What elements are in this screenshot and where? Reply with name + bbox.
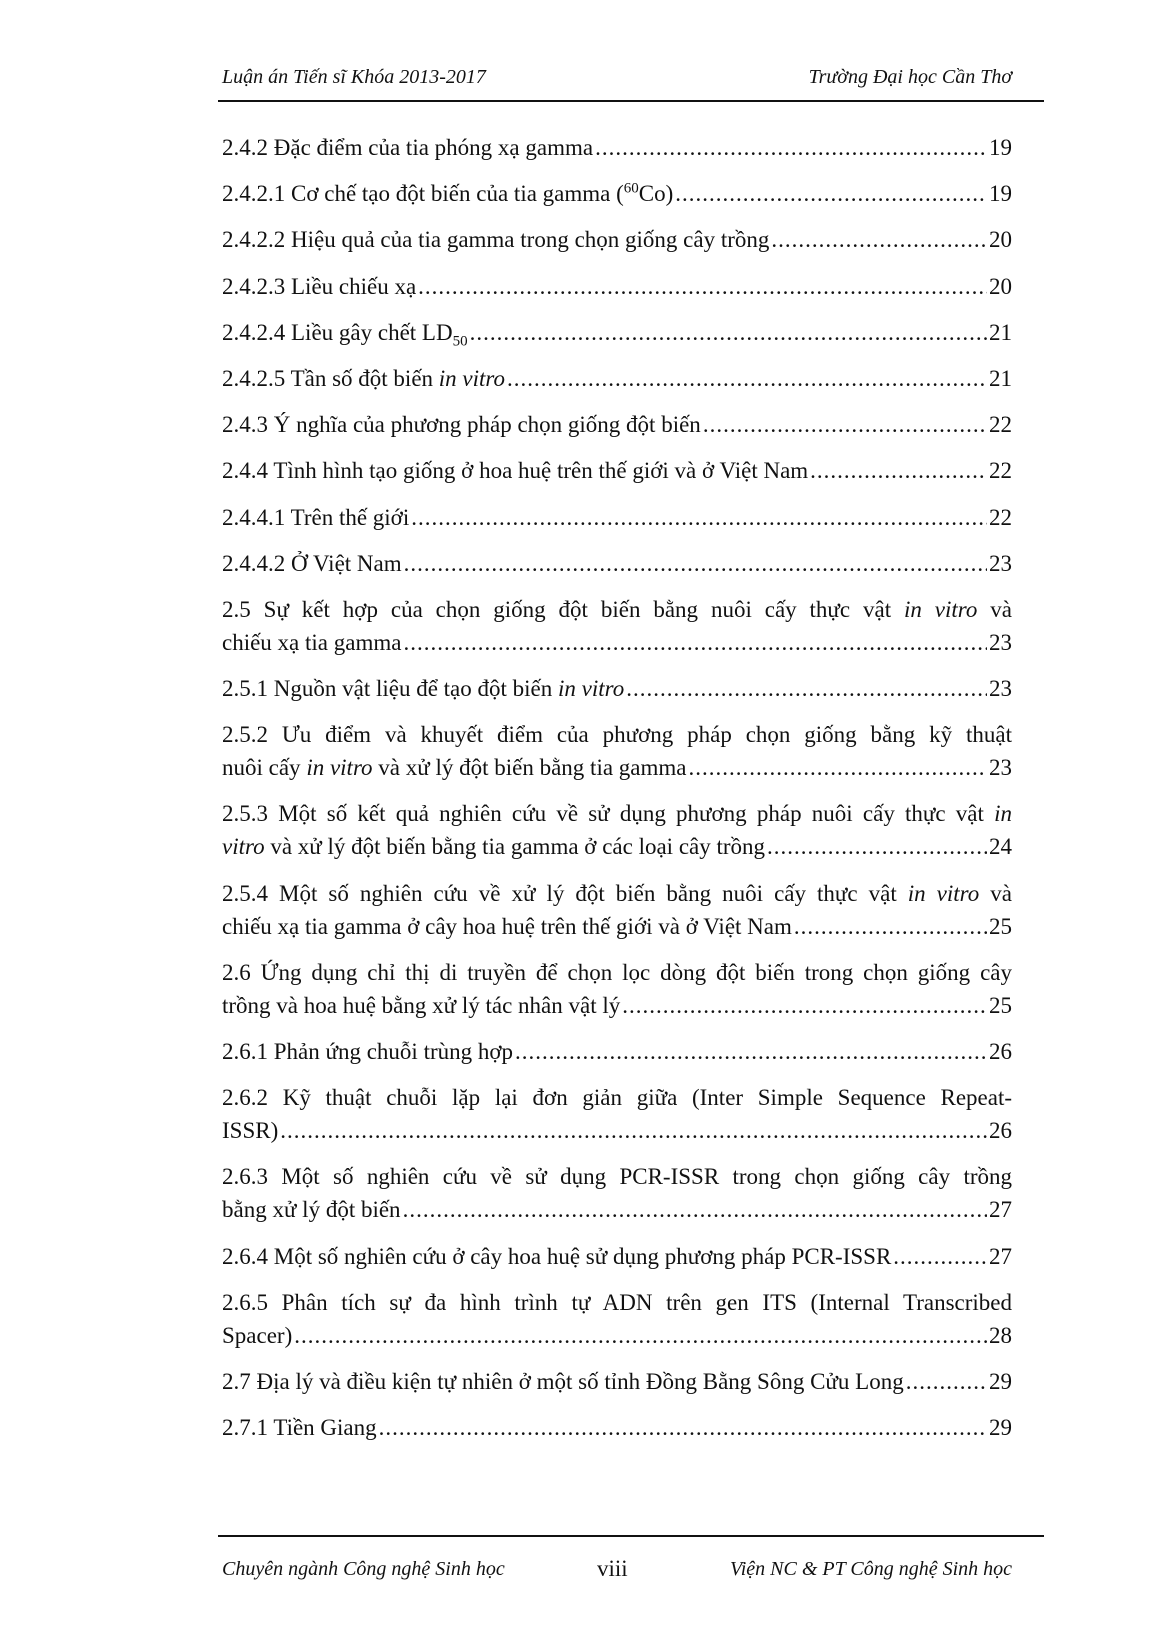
toc-entry-title: 2.4.2.3 Liều chiếu xạ (222, 273, 417, 299)
toc-entry-title-line-2: vitro và xử lý đột biến bằng tia gamma ở các loại cây trồng (222, 834, 766, 860)
toc-entry-title-line-1: 2.6 Ứng dụng chỉ thị di truyền để chọn lọc dòng đột biến trong chọn giống cây (222, 959, 1012, 985)
toc-page-number: 23 (989, 629, 1012, 655)
page-footer (222, 1558, 1012, 1588)
toc-entry-title-line-1: 2.6.3 Một số nghiên cứu về sử dụng PCR-ISSR trong chọn giống cây trồng (222, 1164, 1012, 1190)
toc-entry-title-line-1: 2.5.2 Ưu điểm và khuyết điểm của phương pháp chọn giống bằng kỹ thuật (222, 722, 1012, 748)
toc-entry-2-5-2[interactable] (222, 718, 1012, 784)
footer-major: Chuyên ngành Công nghệ Sinh học (222, 1558, 505, 1580)
toc-dot-leader (675, 177, 987, 210)
toc-entry-2-6[interactable] (222, 956, 1012, 1022)
toc-dot-leader (689, 751, 988, 784)
toc-dot-leader (294, 1319, 987, 1352)
toc-entry-title: 2.4.2.2 Hiệu quả của tia gamma trong chọn giống cây trồng (222, 227, 770, 253)
toc-entry-2-4-2-2[interactable] (222, 223, 1012, 256)
toc-dot-leader (379, 1411, 987, 1444)
header-thesis-title: Luận án Tiến sĩ Khóa 2013-2017 (222, 66, 486, 88)
toc-page-number: 22 (989, 504, 1012, 530)
toc-entry-title-line-2: bằng xử lý đột biến (222, 1197, 401, 1223)
toc-entry-title: 2.6.1 Phản ứng chuỗi trùng hợp (222, 1039, 514, 1064)
toc-entry-title-line-1: 2.5.3 Một số kết quả nghiên cứu về sử dụng phương pháp nuôi cấy thực vật in (222, 801, 1012, 827)
ld-subscript: 50 (452, 333, 468, 350)
toc-entry-2-6-4[interactable] (222, 1240, 1012, 1273)
toc-dot-leader (515, 1035, 987, 1068)
header-university: Trường Đại học Cần Thơ (808, 66, 1012, 88)
toc-entry-2-4-4-2[interactable] (222, 547, 1012, 580)
toc-entry-title-line-1: 2.5.4 Một số nghiên cứu về xử lý đột biến bằng nuôi cấy thực vật in vitro và (222, 880, 1013, 906)
toc-entry-title: 2.6.4 Một số nghiên cứu ở cây hoa huệ sử dụng phương pháp PCR-ISSR (222, 1243, 892, 1269)
toc-entry-2-4-4-1[interactable] (222, 501, 1012, 534)
toc-entry-title-line-1: 2.5 Sự kết hợp của chọn giống đột biến bằng nuôi cấy thực vật in vitro và (222, 596, 1012, 622)
toc-entry-title: 2.7 Địa lý và điều kiện tự nhiên ở một số tỉnh Đồng Bằng Sông Cửu Long (222, 1368, 904, 1394)
toc-entry-2-5[interactable] (222, 593, 1012, 659)
toc-entry-title-line-2: Spacer) (222, 1322, 293, 1348)
header-divider (218, 100, 1044, 102)
toc-entry-title: 2.4.2 Đặc điểm của tia phóng xạ gamma (222, 135, 594, 160)
toc-page-number: 20 (989, 273, 1012, 299)
toc-entry-2-6-5[interactable] (222, 1286, 1012, 1352)
toc-dot-leader (703, 408, 987, 441)
toc-page-number: 28 (989, 1322, 1012, 1348)
toc-page-number: 21 (989, 319, 1012, 345)
toc-page-number: 27 (989, 1197, 1012, 1223)
toc-dot-leader (411, 501, 987, 534)
toc-entry-title-line-2: chiếu xạ tia gamma (222, 629, 402, 655)
toc-entry-title: 2.4.2.4 Liều gây chết $LD_{50}$ (222, 319, 468, 350)
toc-page-number: 22 (989, 458, 1012, 484)
toc-page-number: 20 (989, 227, 1012, 253)
toc-dot-leader (626, 672, 987, 705)
isotope-superscript: 60 (623, 180, 639, 197)
toc-page-number: 26 (989, 1039, 1012, 1064)
toc-entry-2-5-3[interactable] (222, 797, 1012, 863)
toc-entry-title-line-2: chiếu xạ tia gamma ở cây hoa huệ trên thế giới và ở Việt Nam (222, 913, 792, 939)
toc-dot-leader (893, 1240, 987, 1273)
footer-institute: Viện NC & PT Công nghệ Sinh học (729, 1558, 1012, 1580)
toc-entry-title-line-1: 2.6.2 Kỹ thuật chuỗi lặp lại đơn giản giữa (Inter Simple Sequence Repeat- (222, 1085, 1012, 1111)
toc-dot-leader (906, 1365, 987, 1398)
toc-page-number: 23 (989, 755, 1012, 781)
toc-entry-2-4-2-5[interactable] (222, 362, 1012, 395)
toc-page-number: 27 (989, 1243, 1012, 1269)
toc-entry-2-4-2[interactable] (222, 131, 1012, 164)
toc-dot-leader (622, 989, 987, 1022)
toc-entry-2-7-1[interactable] (222, 1411, 1012, 1444)
page-number: viii (597, 1556, 628, 1581)
toc-dot-leader (404, 547, 987, 580)
toc-entry-title: 2.4.4.1 Trên thế giới (222, 504, 410, 530)
toc-page-number: 23 (989, 676, 1012, 702)
toc-entry-2-7[interactable] (222, 1365, 1012, 1398)
footer-divider (218, 1535, 1044, 1537)
toc-dot-leader (595, 131, 987, 164)
toc-entry-2-5-1[interactable] (222, 672, 1012, 705)
toc-dot-leader (280, 1114, 987, 1147)
toc-dot-leader (470, 316, 987, 349)
toc-entry-2-4-2-1[interactable] (222, 177, 1012, 210)
toc-dot-leader (767, 830, 987, 863)
toc-entry-title: 2.4.3 Ý nghĩa của phương pháp chọn giống đột biến (222, 412, 701, 438)
toc-page-number: 23 (989, 550, 1012, 576)
toc-page-number: 19 (989, 181, 1012, 207)
toc-entry-2-6-3[interactable] (222, 1160, 1012, 1226)
toc-page-number: 19 (989, 135, 1012, 160)
table-of-contents (222, 131, 1012, 1457)
toc-page-number: 24 (989, 834, 1012, 860)
toc-entry-title: 2.4.2.5 Tần số đột biến in vitro (222, 365, 506, 391)
toc-dot-leader (403, 1193, 987, 1226)
toc-page-number: 22 (989, 412, 1012, 438)
toc-dot-leader (771, 223, 987, 256)
toc-entry-2-4-4[interactable] (222, 454, 1012, 487)
toc-page-number: 26 (989, 1118, 1012, 1144)
toc-entry-title: 2.4.2.1 Cơ chế tạo đột biến của tia gamma ($^{60}$Co) (222, 180, 674, 207)
toc-entry-title-line-2: ISSR) (222, 1118, 279, 1144)
toc-entry-title: 2.7.1 Tiền Giang (222, 1415, 377, 1441)
toc-entry-title-line-2: trồng và hoa huệ bằng xử lý tác nhân vật lý (222, 992, 621, 1018)
toc-entry-2-6-1[interactable] (222, 1035, 1012, 1068)
toc-page-number: 29 (989, 1415, 1012, 1441)
toc-entry-2-4-3[interactable] (222, 408, 1012, 441)
toc-page-number: 25 (989, 913, 1012, 939)
toc-dot-leader (794, 910, 987, 943)
page-header (222, 58, 1012, 98)
toc-entry-2-6-2[interactable] (222, 1081, 1012, 1147)
toc-page-number: 29 (989, 1368, 1012, 1394)
toc-entry-2-4-2-4[interactable] (222, 316, 1012, 349)
toc-page-number: 25 (989, 992, 1012, 1018)
toc-dot-leader (403, 626, 987, 659)
toc-page-number: 21 (989, 365, 1012, 391)
toc-dot-leader (418, 270, 987, 303)
toc-dot-leader (810, 454, 987, 487)
toc-entry-title: 2.5.1 Nguồn vật liệu để tạo đột biến in vitro (222, 676, 625, 702)
toc-entry-title-line-2: nuôi cấy in vitro và xử lý đột biến bằng tia gamma (222, 755, 687, 781)
toc-entry-title-line-1: 2.6.5 Phân tích sự đa hình trình tự ADN trên gen ITS (Internal Transcribed (222, 1289, 1012, 1315)
toc-entry-2-4-2-3[interactable] (222, 270, 1012, 303)
toc-entry-title: 2.4.4.2 Ở Việt Nam (222, 550, 402, 576)
toc-entry-title: 2.4.4 Tình hình tạo giống ở hoa huệ trên thế giới và ở Việt Nam (222, 458, 809, 484)
toc-dot-leader (507, 362, 987, 395)
toc-entry-2-5-4[interactable] (222, 877, 1012, 943)
